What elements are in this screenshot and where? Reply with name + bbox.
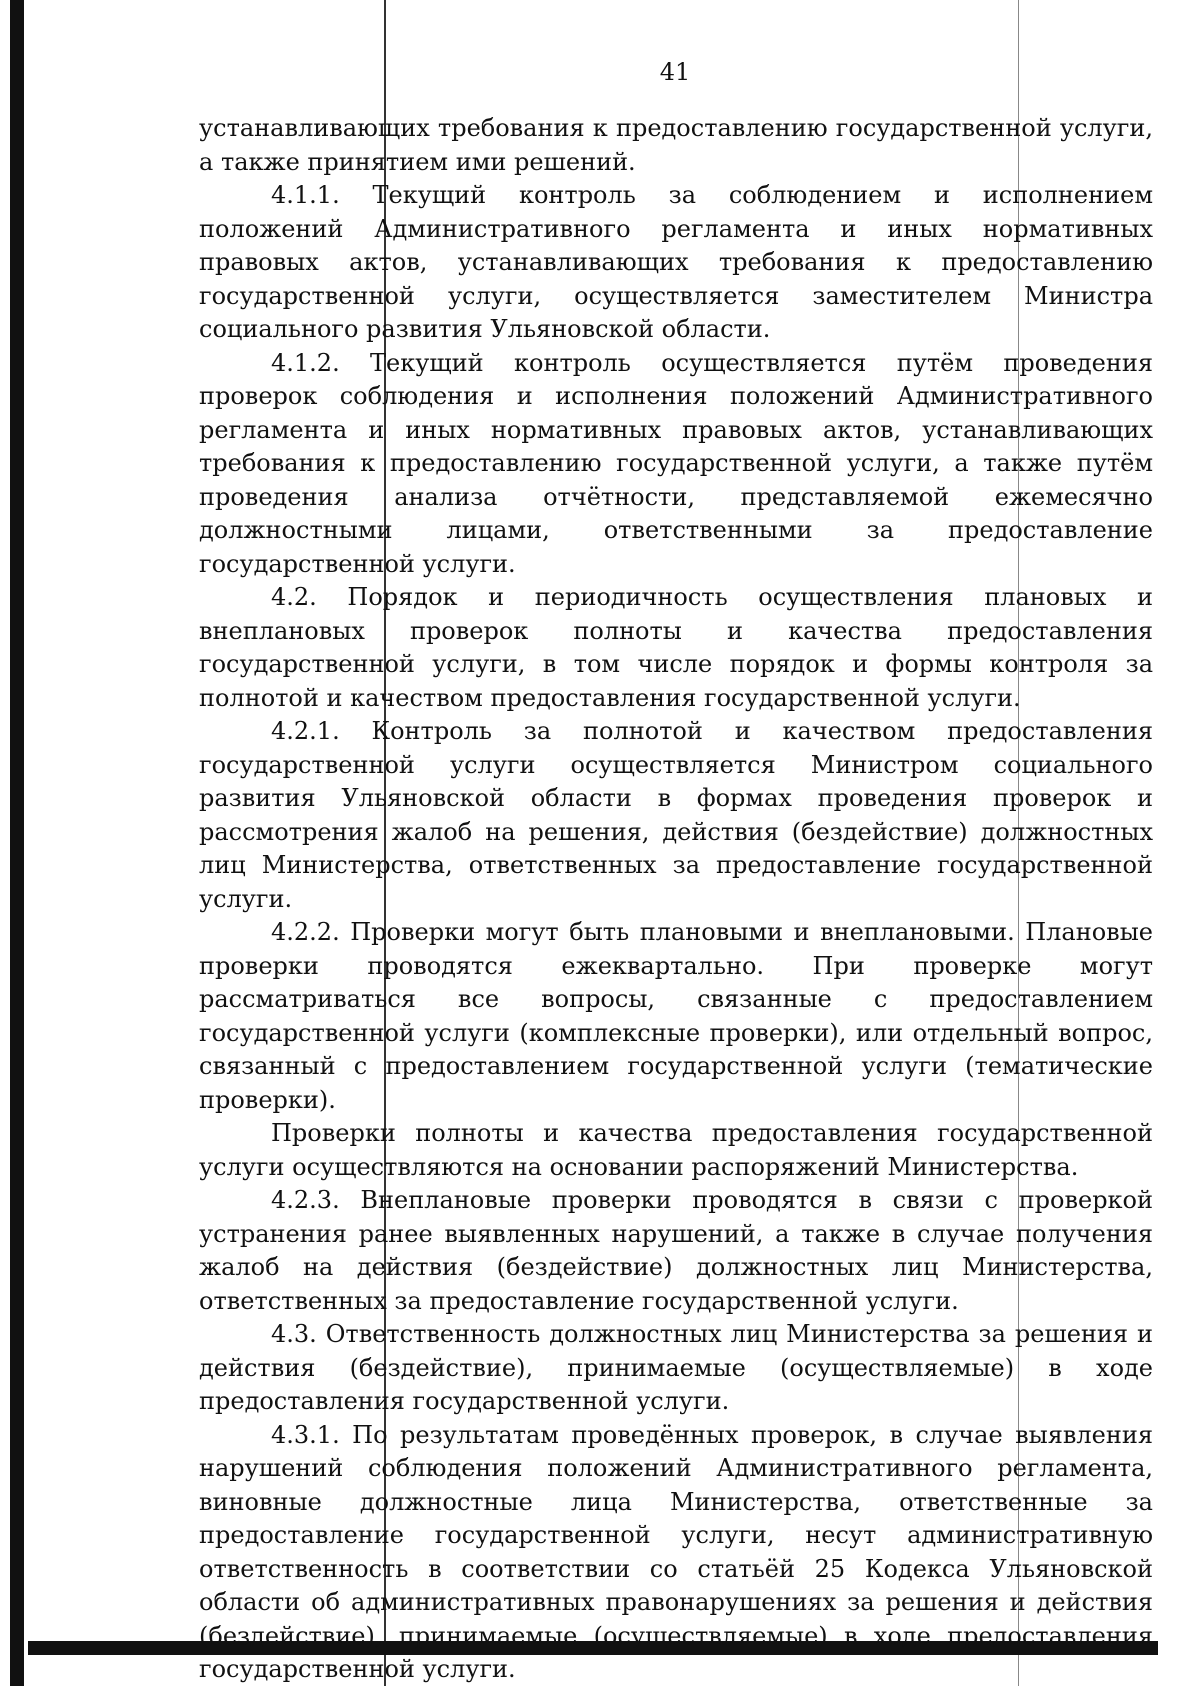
paragraph: 4.1.1. Текущий контроль за соблюдением и исполнением положений Административного регламента и иных нормативных правовых актов, устанавливающих требования к предоставлению государственной услуги, осуществляется заместителем Министра социального развития Ульяновской области. xyxy=(199,181,1153,343)
paragraph: 4.2. Порядок и периодичность осуществления плановых и внеплановых проверок полноты и качества предоставления государственной услуги, в том числе порядок и формы контроля за полнотой и качеством предоставления государственной услуги. xyxy=(199,583,1153,712)
scan-edge-left xyxy=(10,0,24,1686)
paragraph: Проверки полноты и качества предоставления государственной услуги осуществляются на основании распоряжений Министерства. xyxy=(199,1119,1153,1181)
paragraph: 4.2.3. Внеплановые проверки проводятся в связи с проверкой устранения ранее выявленных нарушений, а также в случае получения жалоб на действия (бездействие) должностных лиц Министерства, ответственных за предоставление государственной услуги. xyxy=(199,1186,1153,1315)
paragraph: 4.2.2. Проверки могут быть плановыми и внеплановыми. Плановые проверки проводятся ежеквартально. При проверке могут рассматриваться все вопросы, связанные с предоставлением государственной услуги (комплексные проверки), или отдельный вопрос, связанный с предоставлением государственной услуги (тематические проверки). xyxy=(199,918,1153,1114)
paragraph: устанавливающих требования к предоставлению государственной услуги, а также принятием ими решений. xyxy=(199,114,1153,176)
paragraph: 4.3. Ответственность должностных лиц Министерства за решения и действия (бездействие), принимаемые (осуществляемые) в ходе предоставления государственной услуги. xyxy=(199,1320,1153,1415)
document-body xyxy=(199,112,1153,1686)
paragraph: 4.3.1. По результатам проведённых проверок, в случае выявления нарушений соблюдения положений Административного регламента, виновные должностные лица Министерства, ответственные за предоставление государственной услуги, несут административную ответственность в соответствии со статьёй 25 Кодекса Ульяновской области об административных правонарушениях за решения и действия (бездействие), принимаемые (осуществляемые) в ходе предоставления государственной услуги. xyxy=(199,1420,1153,1683)
paragraph: 4.1.2. Текущий контроль осуществляется путём проведения проверок соблюдения и исполнения положений Административного регламента и иных нормативных правовых актов, устанавливающих требования к предоставлению государственной услуги, а также путём проведения анализа отчётности, представляемой ежемесячно должностными лицами, ответственными за предоставление государственной услуги. xyxy=(199,348,1153,578)
page-number: 41 xyxy=(659,58,691,86)
paragraph: 4.2.1. Контроль за полнотой и качеством предоставления государственной услуги осуществляется Министром социального развития Ульяновской области в формах проведения проверок и рассмотрения жалоб на решения, действия (бездействие) должностных лиц Министерства, ответственных за предоставление государственной услуги. xyxy=(199,717,1153,913)
